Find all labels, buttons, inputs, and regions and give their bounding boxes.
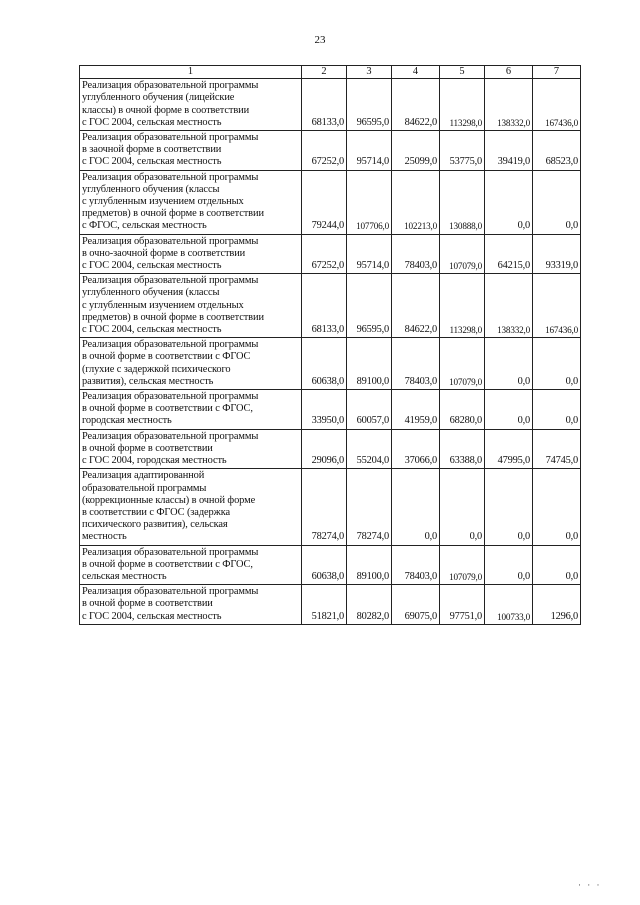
value-cell: 130888,0 [440,170,485,234]
column-header: 5 [440,66,485,79]
value-cell: 167436,0 [533,274,581,338]
value-cell: 97751,0 [440,585,485,625]
value-cell: 47995,0 [485,429,533,469]
value-cell: 138332,0 [485,274,533,338]
value-cell: 41959,0 [392,390,440,430]
value-cell: 0,0 [533,338,581,390]
row-description: Реализация адаптированной образовательной программы (коррекционные классы) в очной форме в соответствии с ФГОС (задержка психического развития), сельская местность [80,469,302,545]
value-cell: 79244,0 [302,170,347,234]
value-cell: 78274,0 [347,469,392,545]
table-row [80,338,581,390]
value-cell: 89100,0 [347,338,392,390]
value-cell: 0,0 [485,338,533,390]
value-cell: 33950,0 [302,390,347,430]
value-cell: 63388,0 [440,429,485,469]
value-cell: 78403,0 [392,234,440,274]
value-cell: 29096,0 [302,429,347,469]
row-description: Реализация образовательной программы в очной форме в соответствии с ФГОС, сельская местность [80,545,302,585]
value-cell: 107706,0 [347,170,392,234]
value-cell: 51821,0 [302,585,347,625]
column-header: 6 [485,66,533,79]
value-cell: 0,0 [533,170,581,234]
value-cell: 0,0 [485,545,533,585]
row-description: Реализация образовательной программы углубленного обучения (классы с углубленным изучением отдельных предметов) в очной форме в соответствии с ФГОС, сельская местность [80,170,302,234]
value-cell: 96595,0 [347,274,392,338]
column-header: 4 [392,66,440,79]
scan-artifact: · · · [578,880,602,890]
value-cell: 95714,0 [347,234,392,274]
header-row [80,66,581,79]
value-cell: 84622,0 [392,274,440,338]
value-cell: 68133,0 [302,274,347,338]
row-description: Реализация образовательной программы в очной форме в соответствии с ФГОС, городская местность [80,390,302,430]
column-header: 2 [302,66,347,79]
value-cell: 39419,0 [485,131,533,171]
value-cell: 95714,0 [347,131,392,171]
value-cell: 64215,0 [485,234,533,274]
value-cell: 1296,0 [533,585,581,625]
value-cell: 80282,0 [347,585,392,625]
table-row [80,79,581,131]
value-cell: 67252,0 [302,131,347,171]
table-row [80,170,581,234]
value-cell: 78274,0 [302,469,347,545]
table-row [80,131,581,171]
value-cell: 113298,0 [440,79,485,131]
value-cell: 100733,0 [485,585,533,625]
value-cell: 102213,0 [392,170,440,234]
table-row [80,429,581,469]
value-cell: 138332,0 [485,79,533,131]
row-description: Реализация образовательной программы в очно-заочной форме в соответствии с ГОС 2004, сельская местность [80,234,302,274]
value-cell: 67252,0 [302,234,347,274]
table-body [80,79,581,625]
subsidy-table [79,65,581,625]
value-cell: 93319,0 [533,234,581,274]
value-cell: 113298,0 [440,274,485,338]
value-cell: 107079,0 [440,234,485,274]
table-row [80,234,581,274]
value-cell: 68280,0 [440,390,485,430]
value-cell: 89100,0 [347,545,392,585]
row-description: Реализация образовательной программы в очной форме в соответствии с ГОС 2004, сельская местность [80,585,302,625]
value-cell: 0,0 [440,469,485,545]
row-description: Реализация образовательной программы углубленного обучения (лицейские классы) в очной форме в соответствии с ГОС 2004, сельская местность [80,79,302,131]
value-cell: 60057,0 [347,390,392,430]
value-cell: 68133,0 [302,79,347,131]
table-row [80,545,581,585]
value-cell: 53775,0 [440,131,485,171]
table-row [80,585,581,625]
table-row [80,390,581,430]
value-cell: 55204,0 [347,429,392,469]
value-cell: 69075,0 [392,585,440,625]
table-row [80,469,581,545]
value-cell: 78403,0 [392,545,440,585]
value-cell: 0,0 [533,545,581,585]
value-cell: 0,0 [533,469,581,545]
value-cell: 25099,0 [392,131,440,171]
value-cell: 0,0 [485,390,533,430]
row-description: Реализация образовательной программы углубленного обучения (классы с углубленным изучением отдельных предметов) в очной форме в соответствии с ГОС 2004, сельская местность [80,274,302,338]
value-cell: 60638,0 [302,338,347,390]
value-cell: 84622,0 [392,79,440,131]
row-description: Реализация образовательной программы в очной форме в соответствии с ФГОС (глухие с задержкой психического развития), сельская местность [80,338,302,390]
value-cell: 96595,0 [347,79,392,131]
row-description: Реализация образовательной программы в заочной форме в соответствии с ГОС 2004, сельская местность [80,131,302,171]
column-header: 7 [533,66,581,79]
value-cell: 0,0 [485,469,533,545]
value-cell: 37066,0 [392,429,440,469]
value-cell: 60638,0 [302,545,347,585]
row-description: Реализация образовательной программы в очной форме в соответствии с ГОС 2004, городская местность [80,429,302,469]
value-cell: 68523,0 [533,131,581,171]
column-header: 1 [80,66,302,79]
column-header: 3 [347,66,392,79]
value-cell: 167436,0 [533,79,581,131]
value-cell: 74745,0 [533,429,581,469]
value-cell: 107079,0 [440,545,485,585]
value-cell: 0,0 [485,170,533,234]
page-number: 23 [314,34,326,46]
value-cell: 107079,0 [440,338,485,390]
value-cell: 0,0 [392,469,440,545]
table-row [80,274,581,338]
value-cell: 78403,0 [392,338,440,390]
value-cell: 0,0 [533,390,581,430]
